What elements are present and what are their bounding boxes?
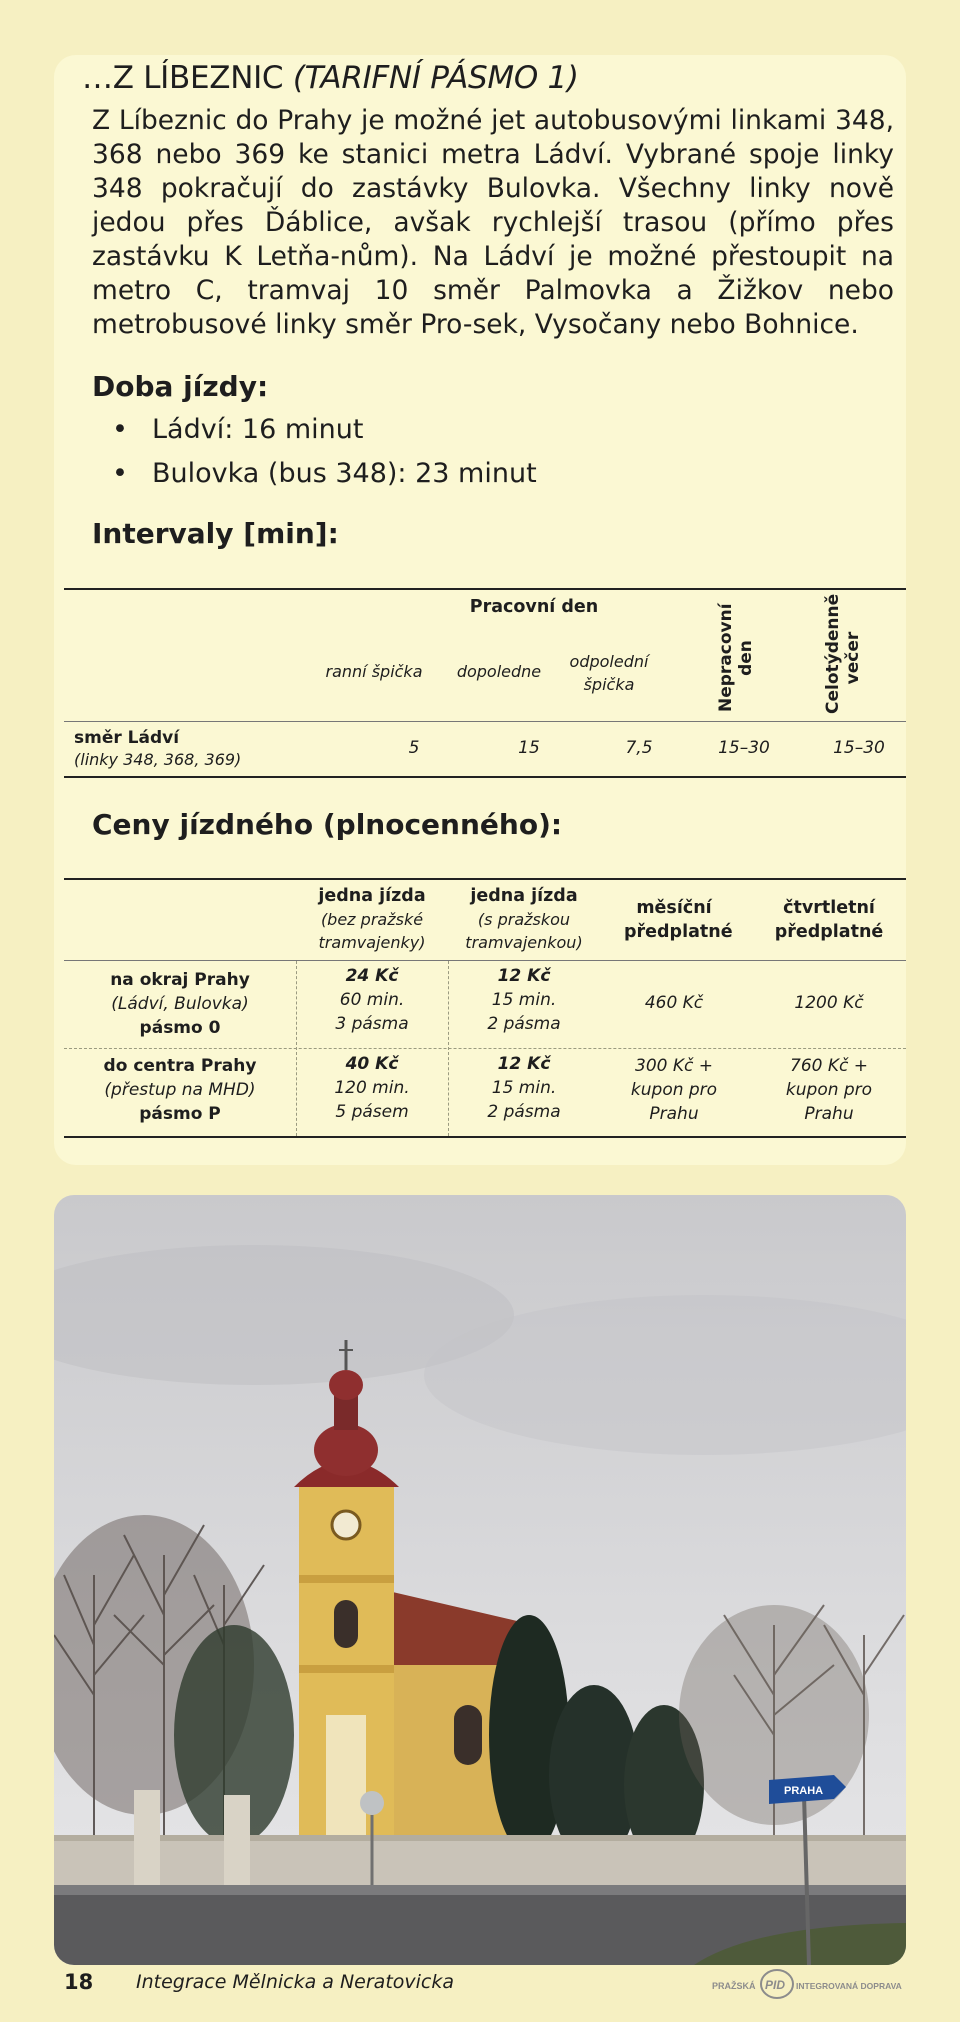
page-number: 18 bbox=[64, 1970, 94, 1994]
price-cell: 12 Kč 15 min. 2 pásma bbox=[487, 966, 561, 1034]
prices-heading: Ceny jízdného (plnocenného): bbox=[92, 808, 563, 841]
price-cell: 40 Kč 120 min. 5 pásem bbox=[334, 1054, 410, 1122]
svg-text:PRAŽSKÁ: PRAŽSKÁ bbox=[712, 1981, 756, 1991]
table-header-rule bbox=[64, 960, 906, 961]
footer-title: Integrace Mělnicka a Neratovicka bbox=[136, 1971, 455, 1993]
page-title bbox=[82, 60, 579, 96]
interval-value: 15–30 bbox=[833, 738, 885, 758]
table-bottom-rule bbox=[64, 776, 906, 778]
table-top-rule bbox=[64, 878, 906, 880]
row-lines: (linky 348, 368, 369) bbox=[74, 750, 242, 769]
road-sign-text: PRAHA bbox=[784, 1785, 824, 1797]
svg-text:PID: PID bbox=[765, 1978, 786, 1992]
table-row: do centra Prahy (přestup na MHD) pásmo P bbox=[103, 1056, 257, 1124]
col-single-no-tram: jedna jízda (bez pražské tramvajenky) bbox=[318, 886, 426, 952]
price-cell: 1200 Kč bbox=[794, 993, 864, 1013]
col-monthly: měsíční předplatné bbox=[624, 898, 733, 942]
col-single-with-tram: jedna jízda (s pražskou tramvajenkou) bbox=[465, 886, 583, 952]
table-bottom-rule bbox=[64, 1136, 906, 1138]
list-item: • Bulovka (bus 348): 23 minut bbox=[110, 454, 537, 498]
price-cell: 760 Kč + kupon pro Prahu bbox=[785, 1056, 873, 1124]
interval-value: 5 bbox=[408, 738, 420, 758]
bullet-icon: • bbox=[112, 414, 128, 445]
col-non-working-day: Nepracovní den bbox=[716, 603, 756, 712]
col-weekly-evening: Celotýdenně večer bbox=[823, 593, 863, 714]
price-cell: 12 Kč 15 min. 2 pásma bbox=[487, 1054, 561, 1122]
table-row: na okraj Prahy (Ládví, Bulovka) pásmo 0 bbox=[110, 970, 250, 1038]
travel-time-heading: Doba jízdy: bbox=[92, 370, 269, 403]
col-afternoon-peak: odpolední špička bbox=[569, 652, 649, 694]
pid-logo bbox=[712, 1966, 908, 2002]
price-cell: 460 Kč bbox=[644, 993, 704, 1013]
interval-value: 15 bbox=[518, 738, 540, 758]
row-name: směr Ládví bbox=[74, 728, 180, 748]
price-cell: 24 Kč 60 min. 3 pásma bbox=[335, 966, 409, 1034]
prices-table bbox=[64, 878, 906, 1138]
church-photo bbox=[54, 1195, 906, 1965]
travel-time-list bbox=[110, 410, 537, 498]
list-item: • Ládví: 16 minut bbox=[110, 410, 537, 454]
svg-text:INTEGROVANÁ DOPRAVA: INTEGROVANÁ DOPRAVA bbox=[796, 1981, 902, 1991]
row-divider bbox=[64, 1048, 906, 1049]
intro-paragraph: Z Líbeznic do Prahy je možné jet autobusovými linkami 348, 368 nebo 369 ke stanici metra Ládví. Vybrané spoje linky 348 pokračují do zastávky Bulovka. Všechny linky nově jedou přes Ďáblice, avšak rychlejší trasou (přímo přes zastávku K Letňa-nům). Na Ládví je možné přestoupit na metro C, tramvaj 10 směr Palmovka a Žižkov nebo metrobusové linky směr Pro-sek, Vysočany nebo Bohnice. bbox=[92, 105, 894, 340]
table-top-rule bbox=[64, 588, 906, 590]
bullet-icon: • bbox=[112, 458, 128, 489]
col-forenoon: dopoledne bbox=[456, 662, 542, 681]
title-main: …Z LÍBEZNIC bbox=[82, 60, 284, 96]
interval-value: 7,5 bbox=[625, 738, 653, 758]
intervals-table bbox=[64, 588, 906, 778]
col-quarterly: čtvrtletní předplatné bbox=[774, 898, 884, 942]
price-cell: 300 Kč + kupon pro Prahu bbox=[630, 1056, 718, 1124]
group-header-workday: Pracovní den bbox=[469, 597, 599, 617]
interval-value: 15–30 bbox=[718, 738, 770, 758]
intervals-heading: Intervaly [min]: bbox=[92, 517, 339, 550]
table-header-rule bbox=[64, 721, 906, 722]
title-zone: (TARIFNÍ PÁSMO 1) bbox=[292, 60, 579, 96]
col-morning-peak: ranní špička bbox=[325, 662, 423, 681]
